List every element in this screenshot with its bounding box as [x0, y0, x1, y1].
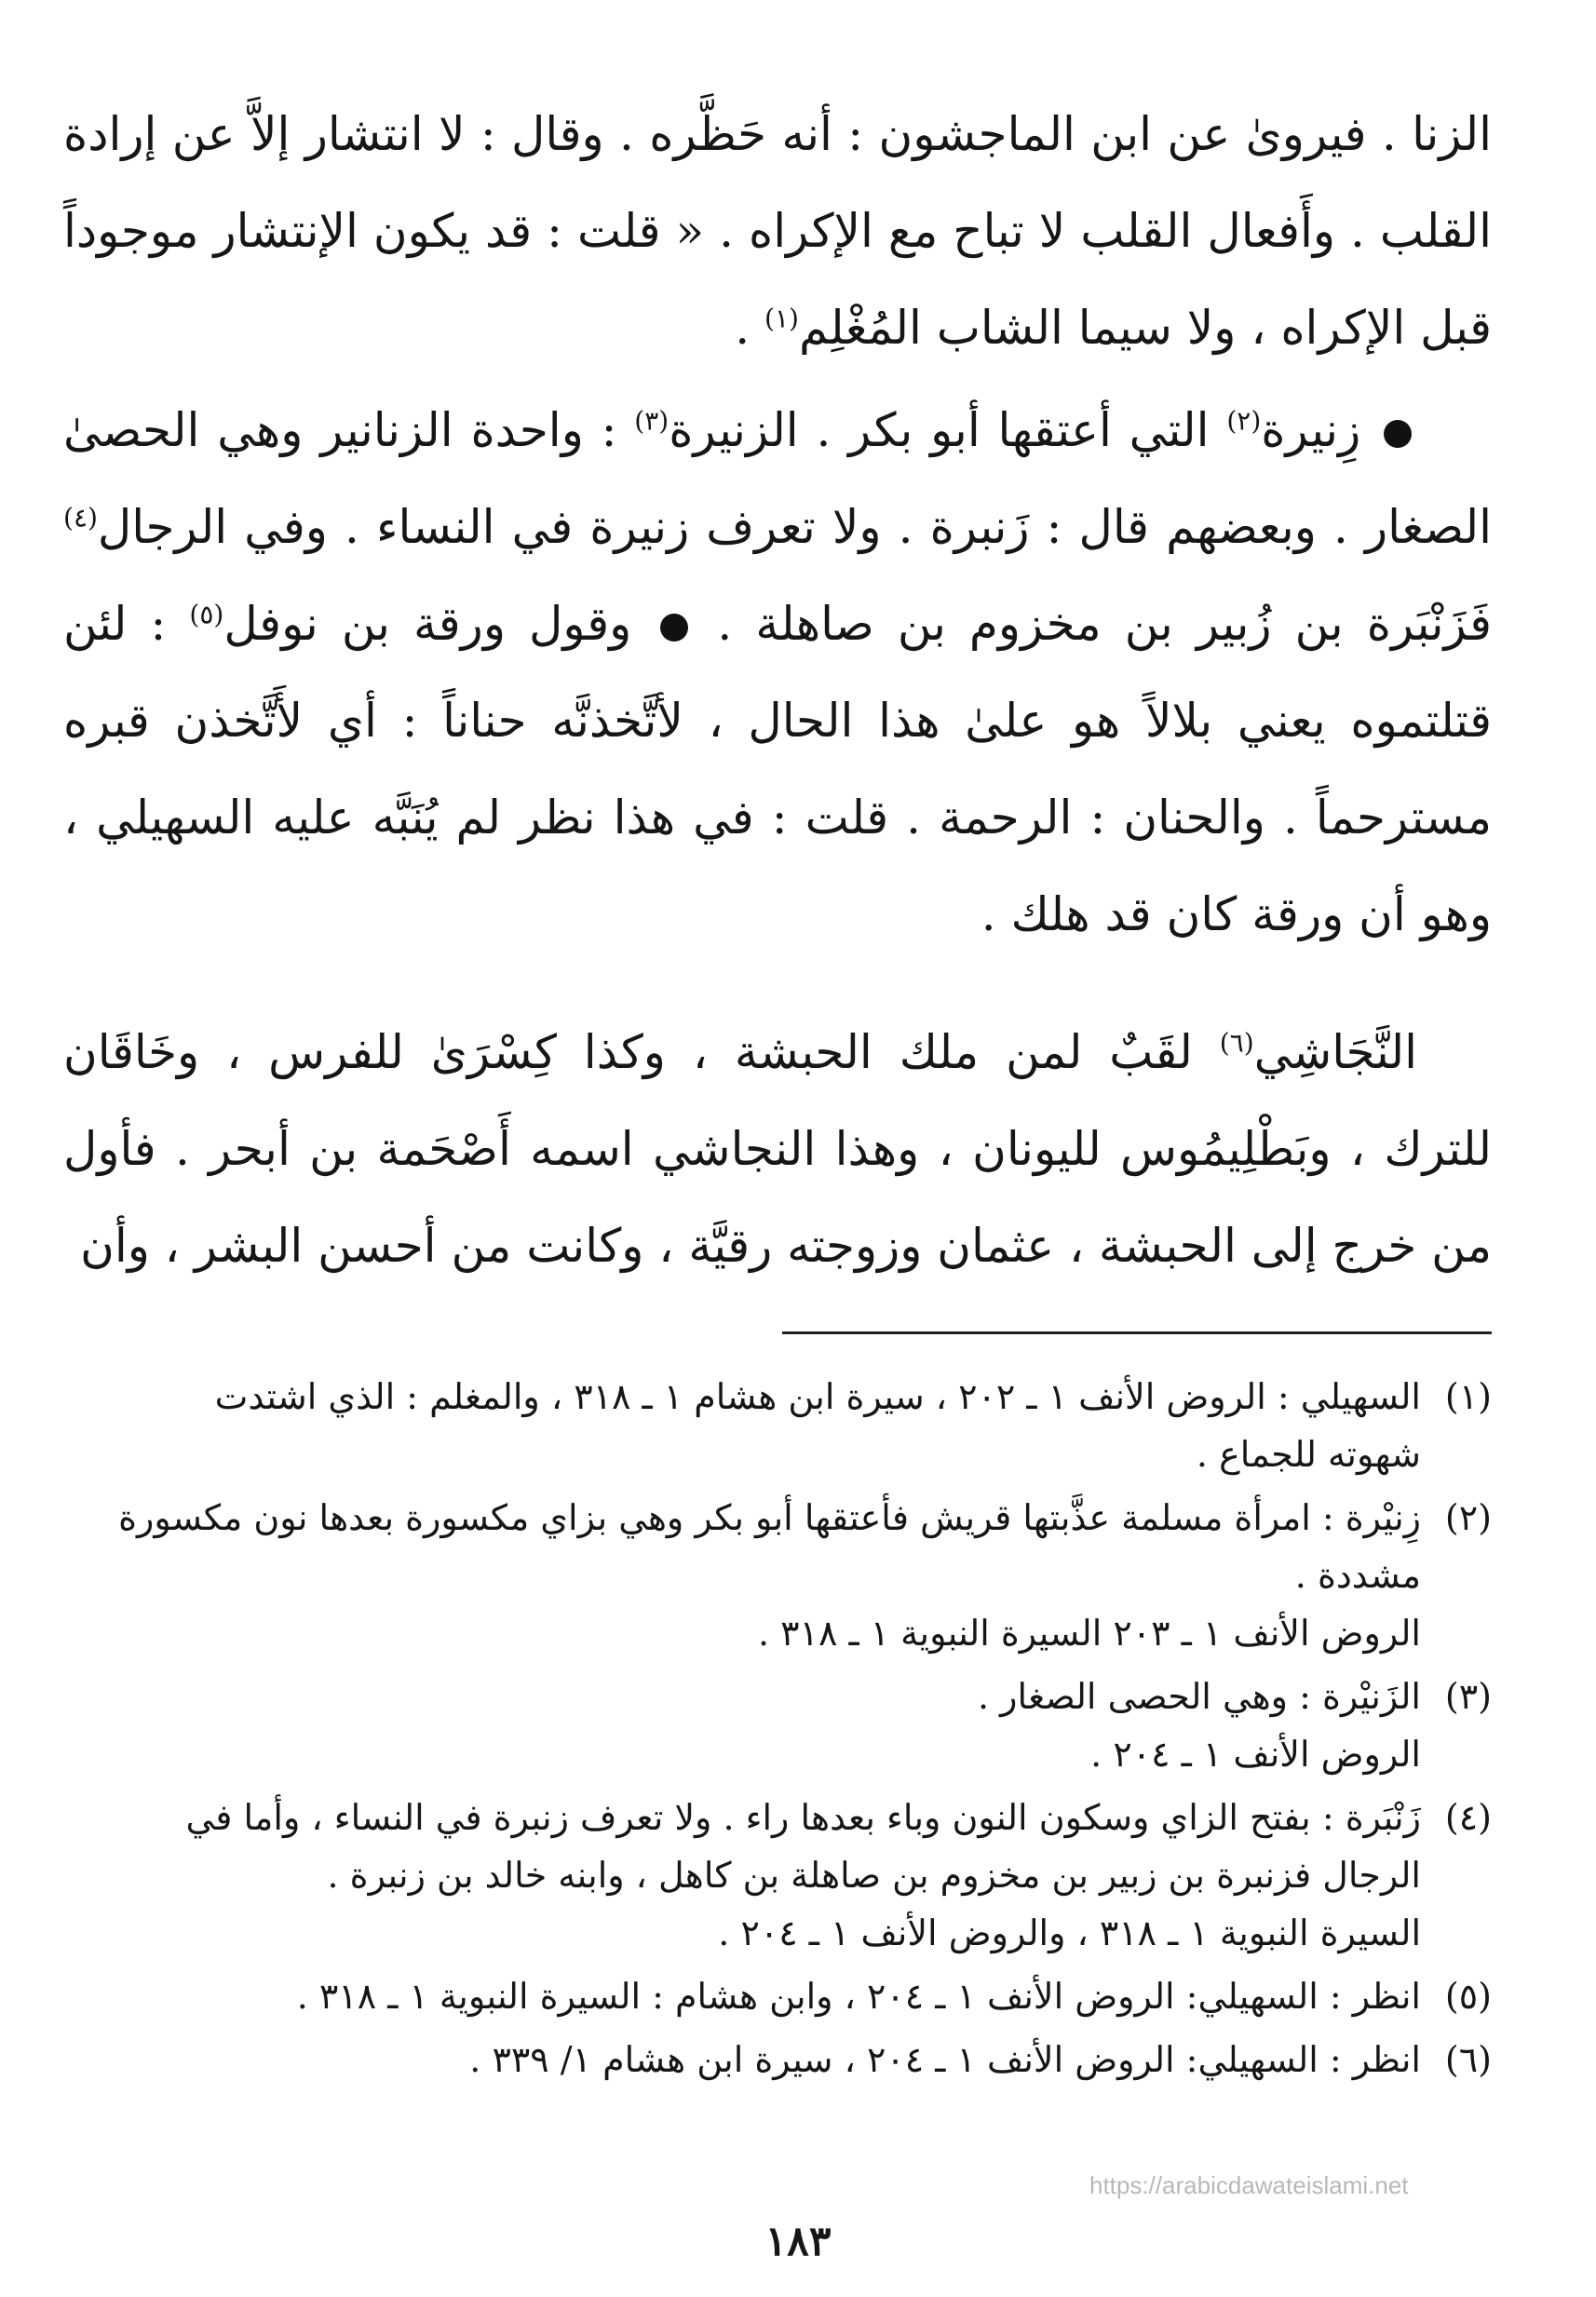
footnotes: [63, 1368, 1492, 2088]
footnote-2: [63, 1489, 1492, 1662]
footnote-line: السهيلي : الروض الأنف ١ ـ ٢٠٢ ، سيرة ابن هشام ١ ـ ٣١٨ ، والمغلم : الذي اشتدت: [214, 1376, 1421, 1417]
footnote-separator: [782, 1331, 1492, 1334]
footnote-5: [63, 1967, 1492, 2025]
book-page: [63, 86, 1492, 2094]
p2-lead-c: : واحدة الزنانير وهي الحصىٰ: [63, 403, 635, 457]
bullet-icon: [660, 614, 688, 642]
body-paragraph-1: [63, 86, 1492, 376]
footnote-line: زِنيْرة : امرأة مسلمة عذَّبتها قريش فأعتقها أبو بكر وهي بزاي مكسورة بعدها نون مكسورة: [118, 1497, 1421, 1538]
bullet-icon: [1384, 420, 1412, 448]
p3-line-3: من خرج إلى الحبشة ، عثمان وزوجته رقيَّة ، وكانت من أحسن البشر ، وأن: [80, 1219, 1492, 1273]
footnote-3: [63, 1668, 1492, 1783]
footnote-1: [63, 1368, 1492, 1483]
footnote-line: الروض الأنف ١ ـ ٢٠٣ السيرة النبوية ١ ـ ٣١٨ .: [757, 1613, 1421, 1654]
footnote-line: السيرة النبوية ١ ـ ٣١٨ ، والروض الأنف ١ ـ ٢٠٤ .: [718, 1912, 1421, 1953]
p1-line-3: موجوداً قبل الإكراه ، ولا سيما الشاب المُغْلِم: [63, 204, 1492, 355]
p1-line-1: الزنا . فيروىٰ عن ابن الماجشون : أنه حَظَّره . وقال : لا انتشار إلاَّ عن إرادة: [63, 107, 1492, 161]
footnote-line: شهوته للجماع .: [1196, 1434, 1421, 1475]
footnote-text: [63, 1789, 1421, 1962]
footnote-text: [63, 2031, 1421, 2088]
footnote-text: [63, 1489, 1421, 1662]
footnote-ref-6[interactable]: (٦): [1219, 1027, 1254, 1059]
footnote-line: مشددة .: [1294, 1555, 1421, 1596]
footnote-number: (٢): [1444, 1497, 1492, 1538]
p3-b: لقَبٌ لمن ملك الحبشة ، وكذا كِسْرَىٰ للفرس ، وخَاقَان: [63, 1025, 1220, 1079]
p2-line-3c: : لئن قتلتموه: [63, 597, 1492, 748]
footnote-ref-3[interactable]: (٣): [634, 405, 670, 437]
footnote-line: زَنْبَرة : بفتح الزاي وسكون النون وباء بعدها راء . ولا تعرف زنبرة في النساء ، وأما في: [185, 1797, 1421, 1838]
footnote-text: [63, 1668, 1421, 1783]
p2-lead-a: زِنيرة: [1261, 403, 1379, 457]
footnote-number: (٥): [1444, 1976, 1492, 2017]
footnote-line: انظر : السهيلي: الروض الأنف ١ ـ ٢٠٤ ، سيرة ابن هشام ١/ ٣٣٩ .: [469, 2039, 1421, 2080]
footnote-number: (٣): [1444, 1676, 1492, 1717]
footnote-number: (١): [1444, 1376, 1492, 1417]
footnote-text: [63, 1967, 1421, 2025]
p2-line-5: والحنان : الرحمة . قلت : في هذا نظر لم يُنَبَّه عليه السهيلي ، وهو أن ورقة: [63, 790, 1492, 941]
footnote-number: (٦): [1444, 2039, 1492, 2080]
p3-a: النَّجَاشِي: [1253, 1025, 1417, 1079]
p2-lead-b: التي أعتقها أبو بكر . الزنيرة: [669, 403, 1227, 457]
body-paragraph-3: [63, 1004, 1492, 1294]
p3-line-2: للترك ، وبَطْلِيمُوس لليونان ، وهذا النجاشي اسمه أَصْحَمة بن أبحر . فأول: [63, 1122, 1492, 1176]
footnote-6: [63, 2031, 1492, 2088]
footnote-line: الزَنيْرة : وهي الحصى الصغار .: [977, 1676, 1421, 1717]
footnote-4: [63, 1789, 1492, 1962]
footnote-line: الروض الأنف ١ ـ ٢٠٤ .: [1090, 1734, 1421, 1775]
footnote-ref-5[interactable]: (٥): [189, 599, 224, 630]
footnote-number: (٤): [1444, 1797, 1492, 1838]
footnote-ref-2[interactable]: (٢): [1226, 405, 1262, 437]
footnote-text: [63, 1368, 1421, 1483]
footnote-line: الرجال فزنبرة بن زبير بن مخزوم بن صاهلة بن كاهل ، وابنه خالد بن زنبرة .: [327, 1855, 1421, 1896]
p1-line-2: القلب . وأَفعال القلب لا تباح مع الإكراه . « قلت : قد يكون الإنتشار: [213, 204, 1492, 258]
body-paragraph-2: [63, 382, 1492, 963]
p1-end: .: [735, 301, 765, 355]
p2-line-3b: وقول ورقة بن نوفل: [223, 597, 656, 651]
p2-line-4: يعني بلالاً هو علىٰ هذا الحال ، لأتَّخذنَّه حناناً : أي لأَتَّخذن قبره مسترحماً .: [63, 694, 1492, 844]
p2-line-2: الصغار . وبعضهم قال : زَنبرة . ولا تعرف زنيرة في النساء . وفي الرجال: [97, 500, 1492, 554]
footnote-ref-4[interactable]: (٤): [63, 502, 98, 534]
footnote-ref-1[interactable]: (١): [764, 303, 799, 334]
footnote-line: انظر : السهيلي: الروض الأنف ١ ـ ٢٠٤ ، وابن هشام : السيرة النبوية ١ ـ ٣١٨ .: [296, 1976, 1421, 2017]
page-number: ١٨٣: [764, 2218, 832, 2265]
p2-line-6: كان قد هلك .: [981, 887, 1238, 941]
p2-line-3a: فَزَنْبَرة بن زُبير بن مخزوم بن صاهلة .: [694, 597, 1492, 651]
watermark-url: https://arabicdawateislami.net: [1089, 2171, 1409, 2199]
